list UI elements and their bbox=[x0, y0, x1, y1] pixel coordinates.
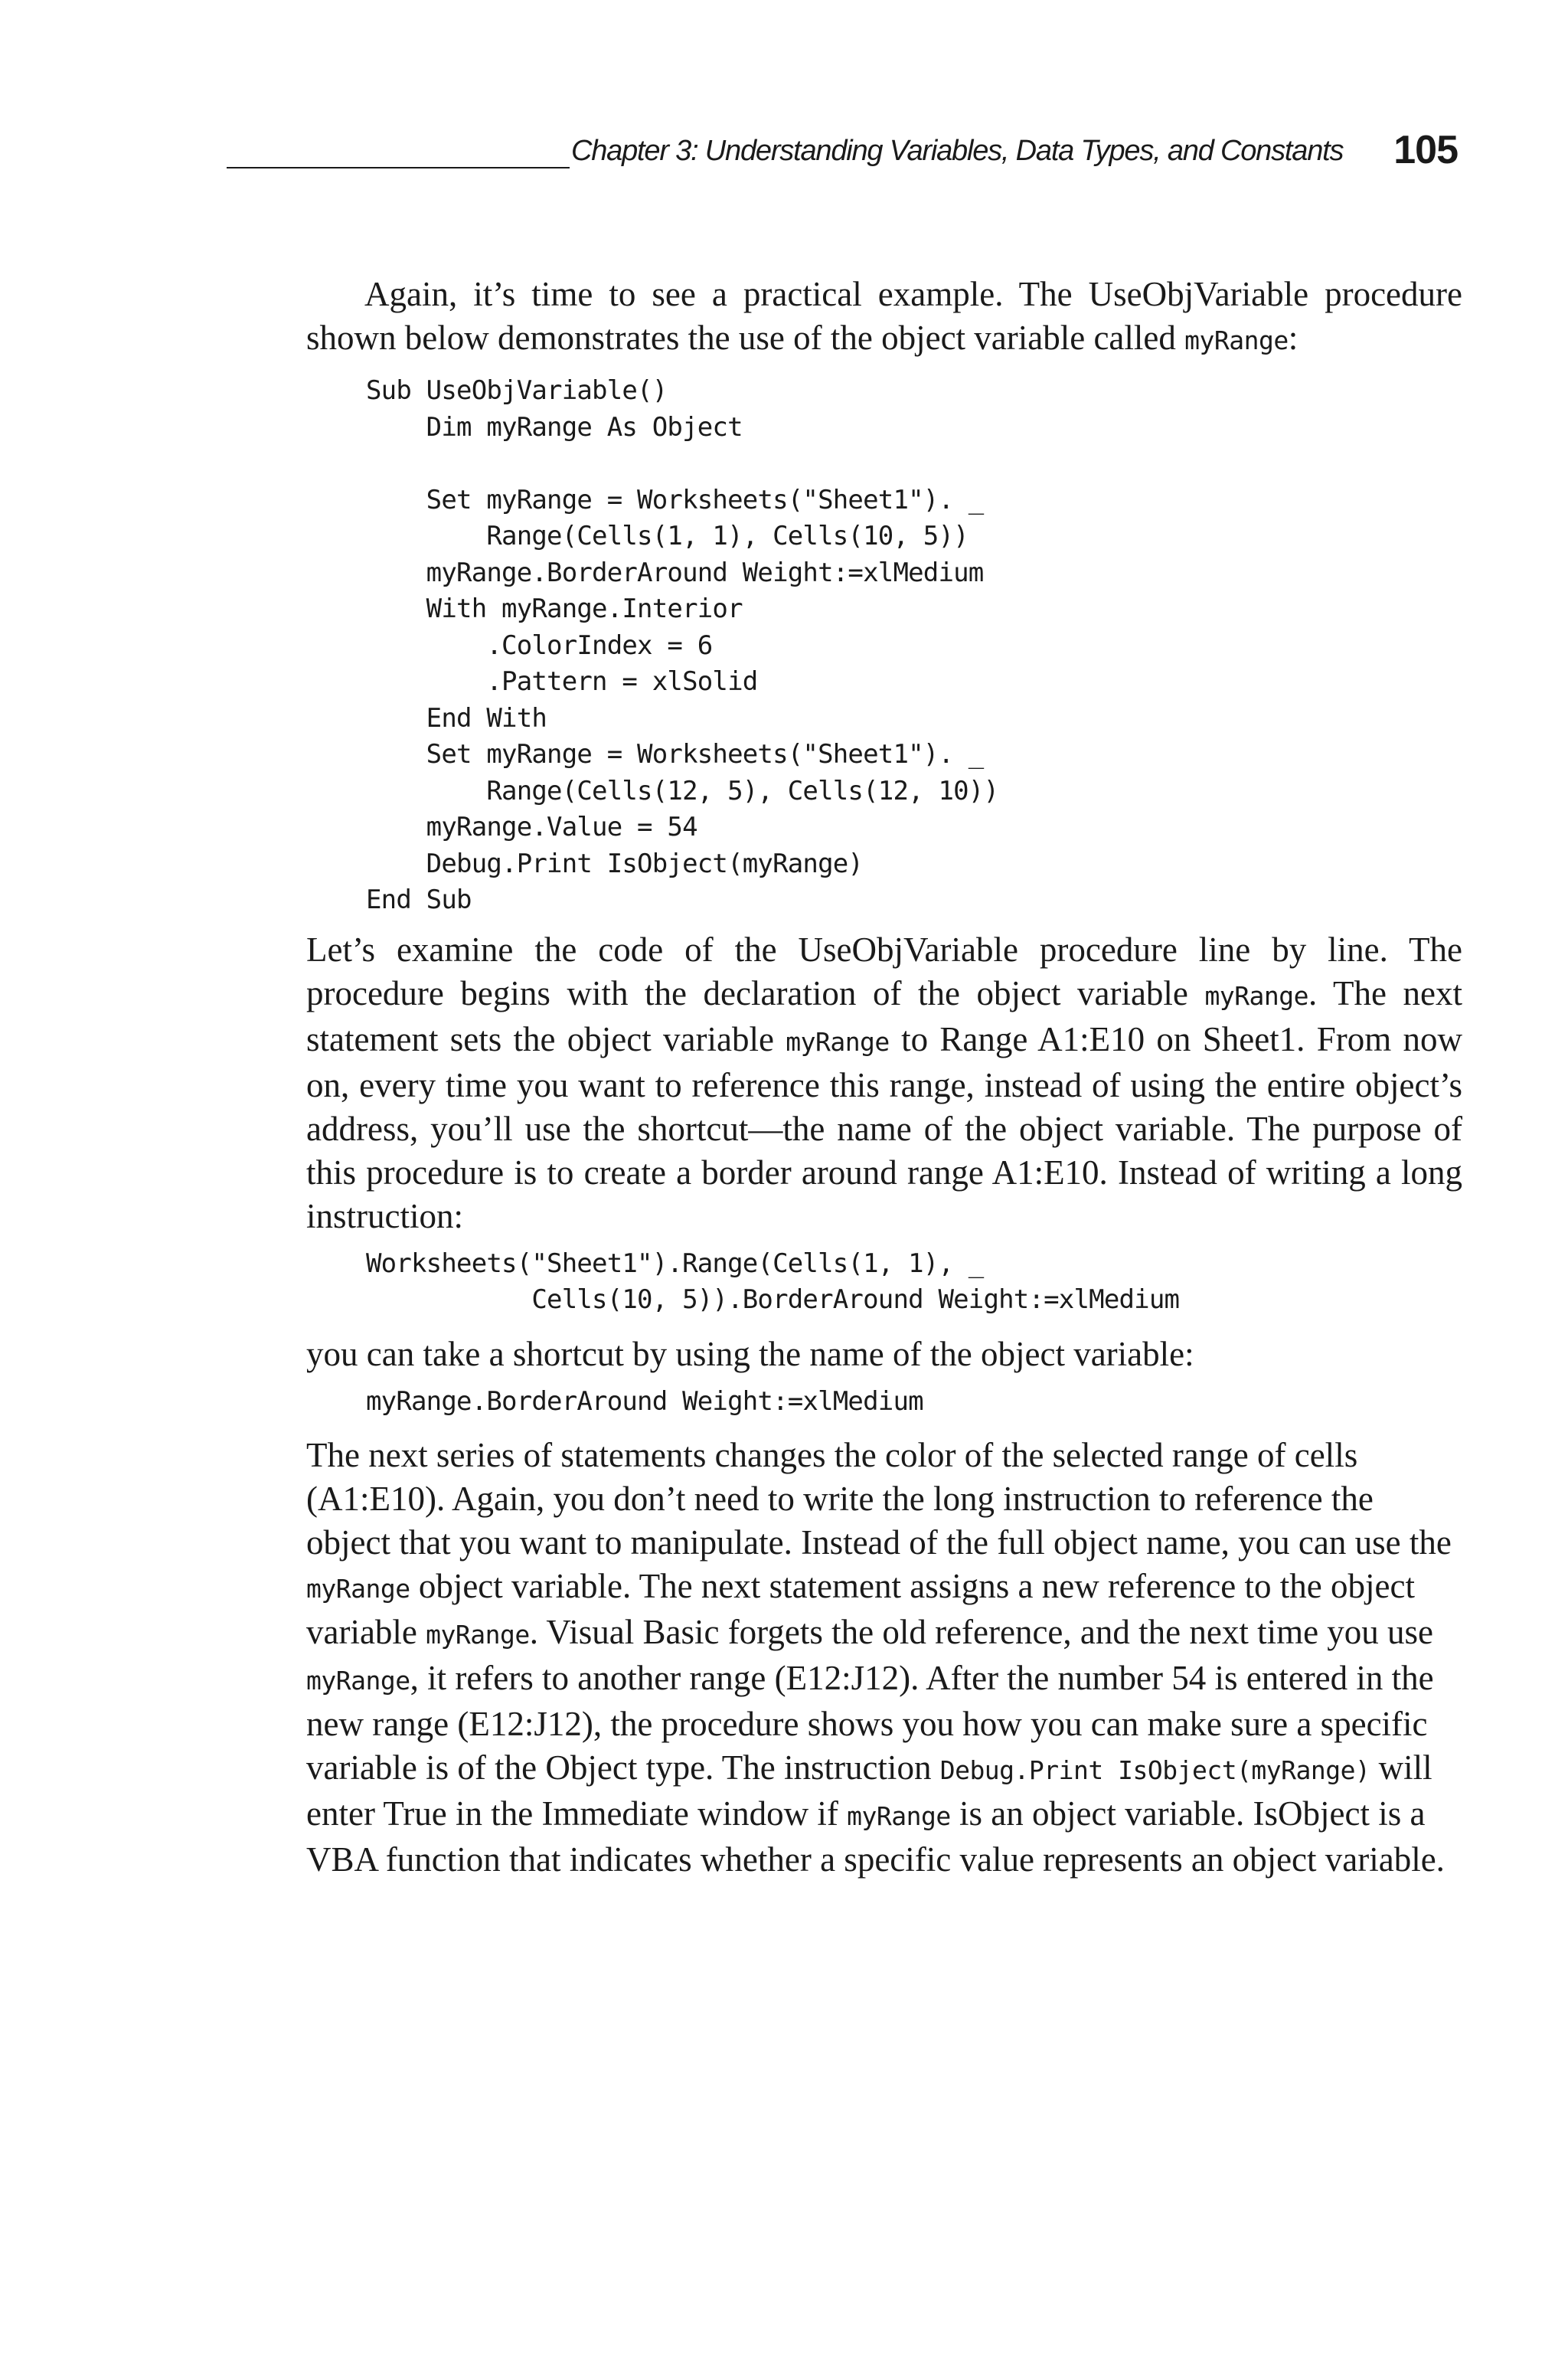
explanation-text-3: to Range A1:E10 on Sheet1. From now on, every time you want to reference this range, instead of using the entire object’s address, you’ll use the shortcut—the name of the object variable. The purpose of this procedure is to create a border around range A1:E10. Instead of writing a long instruction: bbox=[306, 1019, 1462, 1235]
code-listing-useobjvariable: Sub UseObjVariable() Dim myRange As Object Set myRange = Worksheets("Sheet1"). _ Range(Cells(1, 1), Cells(10, 5)) myRange.BorderAround Weight:=xlMedium With myRange.Interior .ColorIndex = 6 .Pattern = xlSolid End With Set myRange = Worksheets("Sheet1"). _ Range(Cells(12, 5), Cells(12, 10)) myRange.Value = 54 Debug.Print IsObject(myRange) End Sub bbox=[366, 375, 999, 915]
running-header bbox=[227, 124, 1458, 178]
header-rule bbox=[227, 167, 570, 168]
statements-text-4: , it refers to another range (E12:J12). After the number 54 is entered in the new range (E12:J12), the procedure shows you how you can make sure a specific variable is of the Object type. The instruction bbox=[306, 1659, 1434, 1787]
inline-code-myrange: myRange bbox=[1204, 980, 1309, 1011]
intro-paragraph bbox=[306, 273, 1462, 362]
inline-code-myrange: myRange bbox=[1184, 325, 1289, 355]
statements-text-1: The next series of statements changes the color of the selected range of cells (A1:E10). Again, you don’t need to write the long instruction to reference the object that you want to manipulate. Instead of the full object name, you can use the bbox=[306, 1436, 1452, 1562]
statements-text-6: is an object variable. IsObject is a VBA function that indicates whether a specific value represents an object variable. bbox=[306, 1794, 1445, 1879]
explanation-paragraph bbox=[306, 928, 1462, 1238]
page-number: 105 bbox=[1393, 128, 1458, 172]
intro-text: Again, it’s time to see a practical example. The UseObjVariable procedure shown below demonstrates the use of the object variable called bbox=[306, 275, 1462, 357]
page-body bbox=[306, 273, 1462, 1882]
code-long-instruction: Worksheets("Sheet1").Range(Cells(1, 1), _ Cells(10, 5)).BorderAround Weight:=xlMedium bbox=[366, 1248, 1180, 1315]
statements-paragraph bbox=[306, 1434, 1462, 1882]
explanation-text-1: Let’s examine the code of the UseObjVariable procedure line by line. The procedure begins with the declaration of the object variable bbox=[306, 930, 1462, 1012]
code-shortcut-instruction: myRange.BorderAround Weight:=xlMedium bbox=[366, 1385, 923, 1417]
statements-text-2: object variable. The next statement assigns a new reference to the object variable bbox=[306, 1567, 1415, 1651]
intro-tail: : bbox=[1288, 319, 1298, 357]
shortcut-paragraph: you can take a shortcut by using the name of the object variable: bbox=[306, 1334, 1194, 1373]
statements-text-5: will enter True in the Immediate window if bbox=[306, 1748, 1432, 1833]
inline-code-debug-print: Debug.Print IsObject(myRange) bbox=[939, 1755, 1370, 1785]
explanation-text-2: . The next statement sets the object variable bbox=[306, 973, 1462, 1058]
inline-code-myrange: myRange bbox=[847, 1801, 951, 1831]
inline-code-myrange: myRange bbox=[786, 1026, 890, 1057]
inline-code-myrange: myRange bbox=[306, 1574, 410, 1604]
chapter-title: Chapter 3: Understanding Variables, Data Types, and Constants bbox=[571, 135, 1344, 167]
inline-code-myrange: myRange bbox=[306, 1666, 410, 1696]
statements-text-3: . Visual Basic forgets the old reference, and the next time you use bbox=[529, 1613, 1434, 1651]
inline-code-myrange: myRange bbox=[426, 1620, 530, 1650]
